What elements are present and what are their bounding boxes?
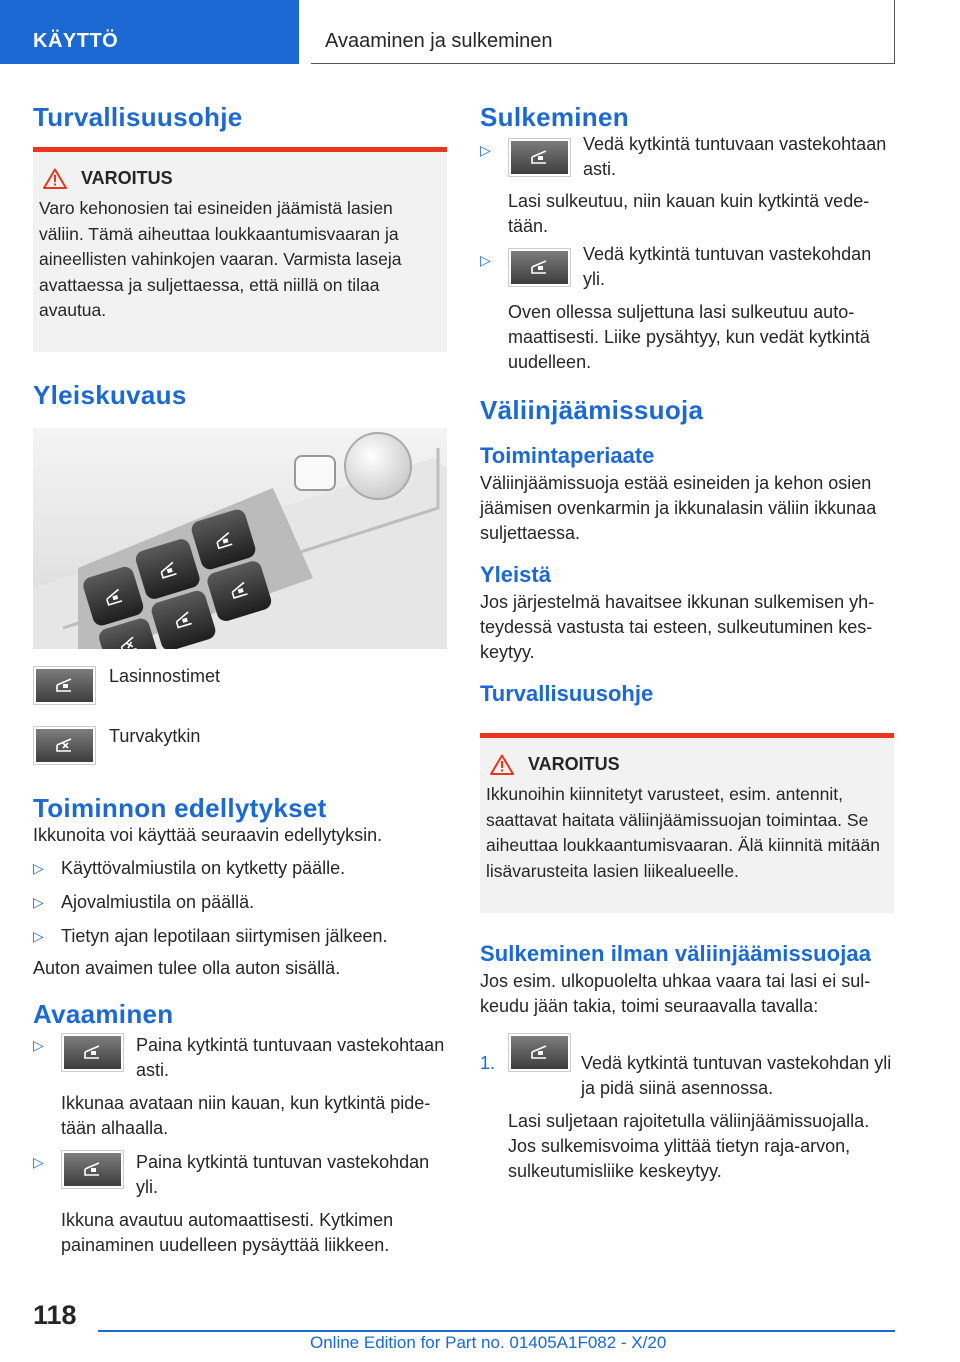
- list-item: ▷ Paina kytkintä tuntuvaan vastekohtaan asti.: [33, 1035, 445, 1080]
- list-item: ▷ Paina kytkintä tuntuvan vastekohdan yli.: [33, 1152, 430, 1197]
- list-item: ▷ Ajovalmiustila on päällä.: [33, 892, 255, 912]
- list-item: ▷ Vedä kytkintä tuntuvan vastekohdan yli.: [480, 244, 872, 289]
- closing-noprotect-intro: Jos esim. ulkopuolelta uhkaa vaara tai lasi ei sulkeudu jään takia, toimi seuraavalla tavalla:: [480, 971, 871, 1016]
- right-column: Sulkeminen ▷ Vedä kytkintä tuntuvaan vastekohtaan asti. Lasi sulkeutuu, niin kauan kuin kytkintä vedetään. ▷ Vedä kytkintä tuntuvan vastekohdan yli. Oven ollessa suljettuna lasi sulkeutuu automaattisesti. Liike pysähtyy, kun vedät kytkintä uudelleen. Väliinjäämissuoja Toimintaperiaate Väliinjäämissuoja estää esineiden ja kehon osien jäämisen ovenkarmin ja ikkunalasin väliin ikkunaa suljettaessa. Yleistä Jos järjestelmä havaitsee ikkunan sulkemisen yhteydessä vastusta tai esteen, sulkeutuminen keskeytyy. Turvallisuusohje VAROITUS Ikkunoihin kiinnitetyt varusteet, esim. antennit, saattavat haitata väliinjäämissuojan toimintaa. Se aiheuttaa loukkaantumisvaaran. Älä kiinnitä mitään lisävarusteita lasien liikealueelle. Sulkeminen ilman väliinjäämissuojaa Jos esim. ulkopuolelta uhkaa vaara tai lasi ei sulkeudu jään takia, toimi seuraavalla tavalla: 1. Vedä kytkintä tuntuvan vastekohdan yli ja pidä siinä asennossa. Lasi suljetaan rajoitetulla väliinjäämissuojalla. Jos sulkemisvoima ylittää tietyn raja-arvon, sulkeutumisliike keskeytyy.: [480, 100, 894, 1184]
- legend-label: Turvakytkin: [109, 726, 201, 746]
- warning-title: VAROITUS: [81, 168, 173, 188]
- legend-label: Lasinnostimet: [109, 666, 221, 686]
- warning-triangle-icon: [43, 168, 67, 189]
- warning-text: Varo kehonosien tai esineiden jäämistä lasien väliin. Tämä aiheuttaa loukkaantumisvaaran ja aineellisten vahinkojen vaaran. Varmista laseja avattaessa ja suljettaessa, että niillä on tilaa avautua.: [39, 198, 402, 320]
- legend-item: [33, 726, 447, 765]
- requirements-note: Auton avaimen tulee olla auton sisällä.: [33, 958, 341, 978]
- window-switch-icon: [61, 1033, 124, 1072]
- left-column: Turvallisuusohje VAROITUS Varo kehonosien tai esineiden jäämistä lasien väliin. Tämä aiheuttaa loukkaantumisvaaran ja aineellisten vahinkojen vaaran. Varmista laseja avattaessa ja suljettaessa, että niillä on tilaa avautua. Yleiskuvaus Lasinnostimet Turvakytkin Toiminnon edellytykset Ikkunoita voi käyttää seuraavin edellytyksin. ▷ Käyttövalmiustila on kytketty päälle. ▷ Ajovalmiustila on päällä. ▷ Tietyn ajan lepotilaan siirtymisen jälkeen. Auton avaimen tulee olla auton sisällä. Avaaminen ▷ Paina kytkintä tuntuvaan vastekohtaan asti. Ikkunaa avataan niin kauan, kun kytkintä pidetään alhaalla. ▷ Paina kytkintä tuntuvan vastekohdan yli. Ikkuna avautuu automaattisesti. Kytkimen painaminen uudelleen pysäyttää liikkeen.: [33, 100, 447, 1258]
- warning-title: VAROITUS: [528, 754, 620, 774]
- warning-text: Ikkunoihin kiinnitetyt varusteet, esim. antennit, saattavat haitata väliinjäämissuojan toimintaa. Se aiheuttaa loukkaantumisvaaran. Älä kiinnitä mitään lisävarusteita lasien liikealueelle.: [486, 784, 880, 881]
- legend-item: [33, 666, 447, 705]
- warning-box: [33, 147, 447, 352]
- window-switch-icon: [61, 1150, 124, 1189]
- antipinch-heading: Väliinjäämissuoja: [480, 395, 704, 425]
- requirements-intro: Ikkunoita voi käyttää seuraavin edellytyksin.: [33, 825, 383, 845]
- safety-heading: Turvallisuusohje: [33, 102, 243, 132]
- principle-heading: Toimintaperiaate: [480, 443, 655, 468]
- header-chapter: [311, 0, 895, 64]
- safety-heading-2: Turvallisuusohje: [480, 681, 654, 706]
- edition-link[interactable]: Online Edition for Part no. 01405A1F082 - X/20: [310, 1333, 667, 1352]
- general-text: Jos järjestelmä havaitsee ikkunan sulkemisen yhteydessä vastusta tai esteen, sulkeutuminen keskeytyy.: [480, 592, 875, 662]
- warning-box: [480, 733, 894, 913]
- general-heading: Yleistä: [480, 562, 551, 587]
- list-item: ▷ Tietyn ajan lepotilaan siirtymisen jälkeen.: [33, 926, 388, 946]
- closing-noprotect-heading: Sulkeminen ilman väliinjäämissuojaa: [480, 941, 872, 966]
- opening-heading: Avaaminen: [33, 999, 174, 1029]
- principle-text: Väliinjäämissuoja estää esineiden ja kehon osien jäämisen ovenkarmin ja ikkunalasin väliin ikkunaa suljettaessa.: [480, 473, 877, 543]
- window-switch-icon: [508, 138, 571, 177]
- requirements-heading: Toiminnon edellytykset: [33, 793, 327, 823]
- page-number: 118: [33, 1300, 77, 1330]
- chapter-label: Avaaminen ja sulkeminen: [325, 30, 553, 52]
- list-item: ▷ Käyttövalmiustila on kytketty päälle.: [33, 858, 346, 878]
- safety-switch-icon: [33, 726, 96, 765]
- warning-triangle-icon: [490, 754, 514, 775]
- footer-divider: [98, 1330, 895, 1332]
- window-switch-icon: [33, 666, 96, 705]
- header-section: [0, 0, 299, 64]
- window-switch-icon: [508, 248, 571, 287]
- door-switch-panel-photo: [33, 428, 447, 649]
- section-label: KÄYTTÖ: [33, 30, 119, 52]
- closing-heading: Sulkeminen: [480, 102, 629, 132]
- window-switch-icon: [508, 1033, 571, 1072]
- overview-heading: Yleiskuvaus: [33, 380, 187, 410]
- list-item: 1. Vedä kytkintä tuntuvan vastekohdan yli ja pidä siinä asennossa.: [480, 1033, 894, 1101]
- list-item: ▷ Vedä kytkintä tuntuvaan vastekohtaan asti.: [480, 134, 887, 179]
